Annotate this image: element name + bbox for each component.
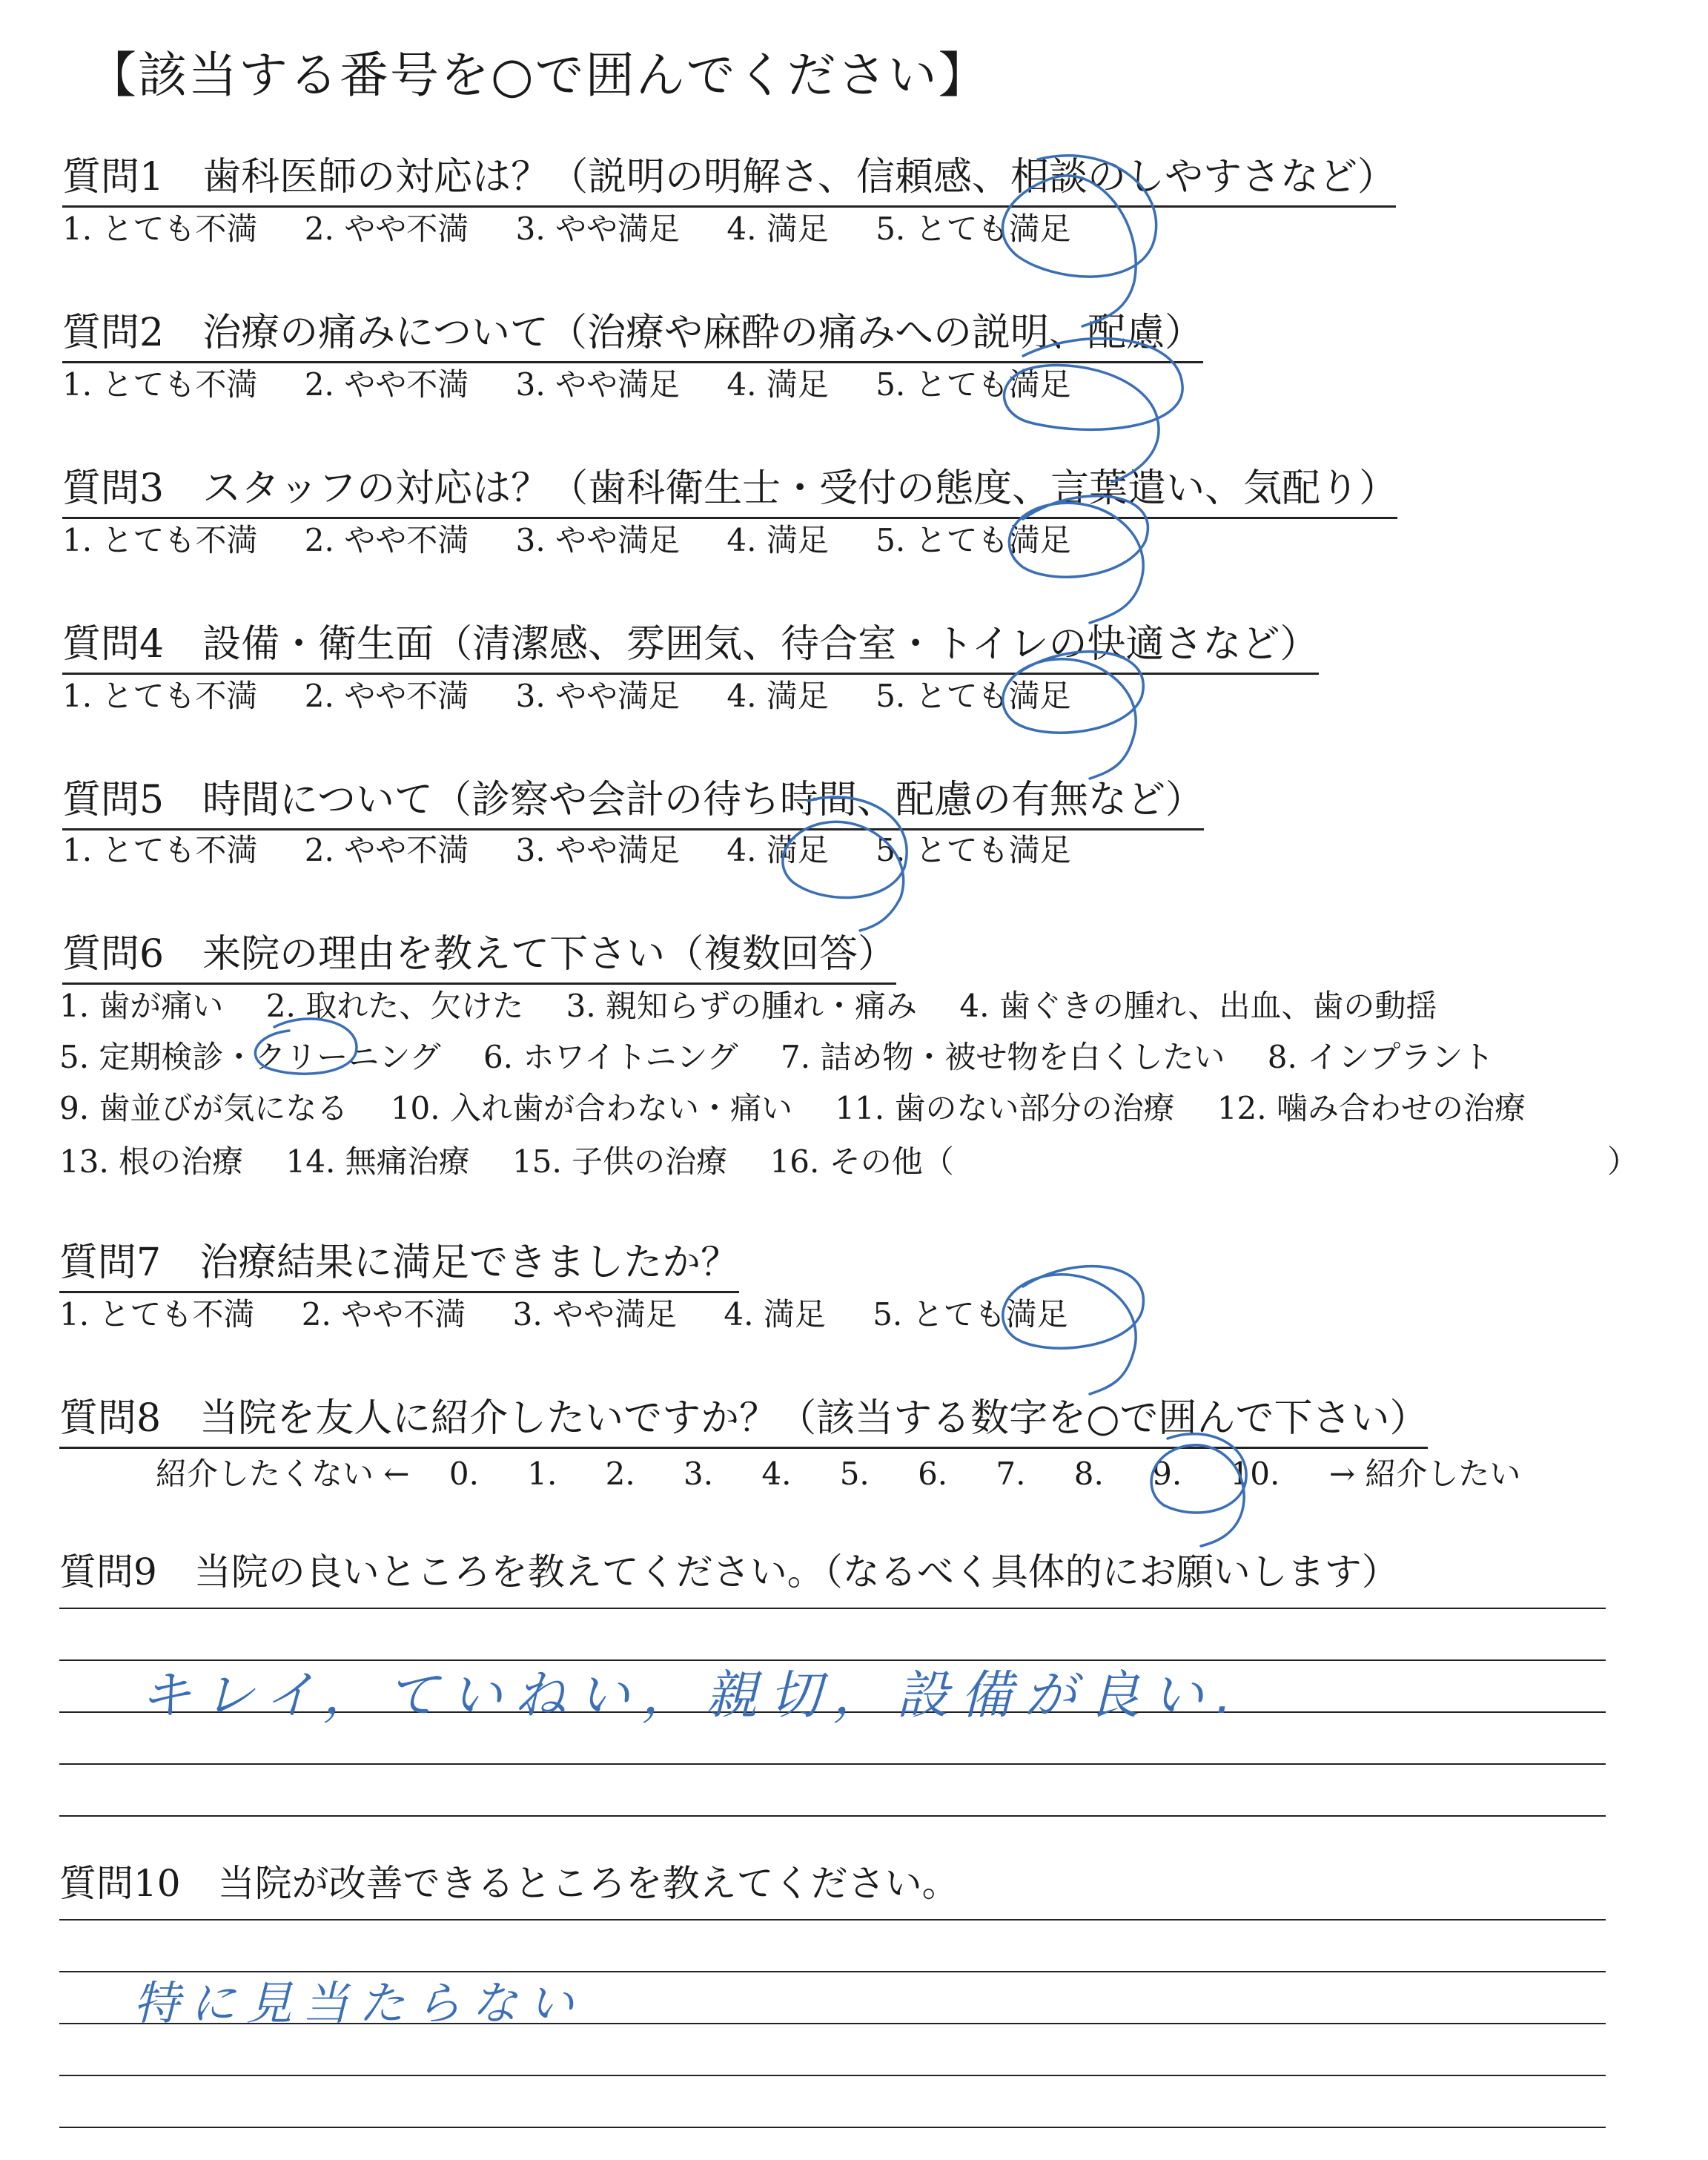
q1-option-2[interactable]: 2. やや不満 [304,211,469,247]
q6-option-14[interactable]: 14. 無痛治療 [285,1143,470,1180]
question-5-options [62,826,1108,871]
question-2-options [62,360,1108,405]
q8-num-7[interactable]: 7. [996,1456,1026,1492]
q8-num-2[interactable]: 2. [605,1456,635,1492]
q9-handwritten-answer[interactable]: キレイ，ていねい，親切，設備が良い. [139,1665,1244,1725]
q6-row-2 [59,1033,1526,1077]
q10-answer-line-4 [59,2075,1606,2076]
question-1-options [62,205,1108,249]
q3-option-5[interactable]: 5. とても満足 [875,522,1071,558]
question-3-options [62,516,1108,561]
q1-option-3[interactable]: 3. やや満足 [515,211,681,247]
q6-option-5[interactable]: 5. 定期検診・クリーニング [59,1039,441,1075]
question-9-heading: 質問9 当院の良いところを教えてください。（なるべく具体的にお願いします） [59,1550,1399,1593]
question-10-heading: 質問10 当院が改善できるところを教えてください。 [59,1862,959,1905]
q7-option-5[interactable]: 5. とても満足 [873,1296,1068,1332]
q5-option-3[interactable]: 3. やや満足 [515,832,681,868]
q5-option-1[interactable]: 1. とても不満 [62,832,258,868]
q6-option-4[interactable]: 4. 歯ぐきの腫れ、出血、歯の動揺 [959,988,1437,1024]
q6-option-7[interactable]: 7. 詰め物・被せ物を白くしたい [780,1039,1225,1075]
question-4-heading: 質問4 設備・衛生面（清潔感、雰囲気、待合室・トイレの快適さなど） [62,612,1319,675]
q3-option-1[interactable]: 1. とても不満 [62,522,258,558]
q4-option-1[interactable]: 1. とても不満 [62,678,258,714]
q3-option-3[interactable]: 3. やや満足 [515,522,681,558]
q3-option-2[interactable]: 2. やや不満 [304,522,469,558]
q6-option-2[interactable]: 2. 取れた、欠けた [265,988,524,1024]
q6-option-8[interactable]: 8. インプラント [1267,1039,1494,1075]
q9-answer-line-1 [59,1608,1606,1609]
q1-option-1[interactable]: 1. とても不満 [62,211,258,247]
question-2-heading: 質問2 治療の痛みについて（治療や麻酔の痛みへの説明、配慮） [62,301,1203,363]
q4-option-3[interactable]: 3. やや満足 [515,678,681,714]
q3-option-4[interactable]: 4. 満足 [726,522,829,558]
q5-option-4[interactable]: 4. 満足 [726,832,829,868]
q6-option-9[interactable]: 9. 歯並びが気になる [59,1090,348,1126]
q6-option-12[interactable]: 12. 噛み合わせの治療 [1217,1090,1526,1126]
q2-option-3[interactable]: 3. やや満足 [515,366,681,403]
q8-scale [156,1450,1520,1494]
q7-option-4[interactable]: 4. 満足 [724,1296,826,1332]
question-7-options [59,1290,1105,1335]
q8-num-8[interactable]: 8. [1073,1456,1104,1492]
q8-num-6[interactable]: 6. [918,1456,948,1492]
q10-answer-line-5 [59,2127,1606,2128]
question-1-heading: 質問1 歯科医師の対応は？（説明の明解さ、信頼感、相談のしやすさなど） [62,145,1396,208]
q6-option-15[interactable]: 15. 子供の治療 [512,1143,728,1180]
q6-option-13[interactable]: 13. 根の治療 [59,1143,244,1180]
q6-option-6[interactable]: 6. ホワイトニング [483,1039,738,1075]
q6-row-3 [59,1084,1558,1129]
question-7-heading: 質問7 治療結果に満足できましたか？ [59,1231,739,1293]
q9-answer-line-5 [59,1815,1606,1817]
question-4-options [62,672,1108,716]
q8-num-10[interactable]: 10. [1230,1456,1280,1492]
q4-option-5[interactable]: 5. とても満足 [875,678,1071,714]
q8-left-label: 紹介したくない ← [156,1456,410,1492]
q8-num-0[interactable]: 0. [448,1456,479,1492]
q8-num-1[interactable]: 1. [527,1456,557,1492]
q2-option-1[interactable]: 1. とても不満 [62,366,258,403]
question-8-heading: 質問8 当院を友人に紹介したいですか？（該当する数字を○で囲んで下さい） [59,1387,1428,1449]
q8-right-label: → 紹介したい [1328,1456,1521,1492]
q10-handwritten-answer[interactable]: 特に見当たらない [133,1976,585,2030]
q2-option-4[interactable]: 4. 満足 [726,366,829,403]
q4-option-2[interactable]: 2. やや不満 [304,678,469,714]
q6-option-1[interactable]: 1. 歯が痛い [59,988,224,1024]
q6-option-11[interactable]: 11. 歯のない部分の治療 [835,1090,1175,1126]
q8-num-5[interactable]: 5. [839,1456,870,1492]
q1-option-4[interactable]: 4. 満足 [726,211,829,247]
question-5-heading: 質問5 時間について（診察や会計の待ち時間、配慮の有無など） [62,768,1204,830]
question-3-heading: 質問3 スタッフの対応は？（歯科衛生士・受付の態度、言葉遣い、気配り） [62,457,1397,519]
q8-num-3[interactable]: 3. [683,1456,714,1492]
q8-num-4[interactable]: 4. [761,1456,792,1492]
q2-option-2[interactable]: 2. やや不満 [304,366,469,403]
q6-other-close: ） [1607,1143,1639,1180]
q4-option-4[interactable]: 4. 満足 [726,678,829,714]
q9-answer-line-4 [59,1763,1606,1765]
q7-option-1[interactable]: 1. とても不満 [59,1296,255,1332]
q6-row-4 [59,1137,987,1182]
q10-answer-line-1 [59,1919,1606,1920]
question-6-heading: 質問6 来院の理由を教えて下さい（複数回答） [62,922,896,985]
q2-option-5[interactable]: 5. とても満足 [875,366,1071,403]
q6-option-10[interactable]: 10. 入れ歯が合わない・痛い [390,1090,792,1126]
q8-num-9[interactable]: 9. [1152,1456,1182,1492]
q1-option-5[interactable]: 5. とても満足 [875,211,1071,247]
page-title: 【該当する番号を○で囲んでください】 [87,47,989,104]
q6-option-3[interactable]: 3. 親知らずの腫れ・痛み [566,988,918,1024]
q7-option-3[interactable]: 3. やや満足 [512,1296,678,1332]
q7-option-2[interactable]: 2. やや不満 [301,1296,466,1332]
q5-option-5[interactable]: 5. とても満足 [875,832,1071,868]
q5-option-2[interactable]: 2. やや不満 [304,832,469,868]
q6-row-1 [59,982,1469,1026]
q6-option-16[interactable]: 16. その他（ [769,1143,954,1180]
